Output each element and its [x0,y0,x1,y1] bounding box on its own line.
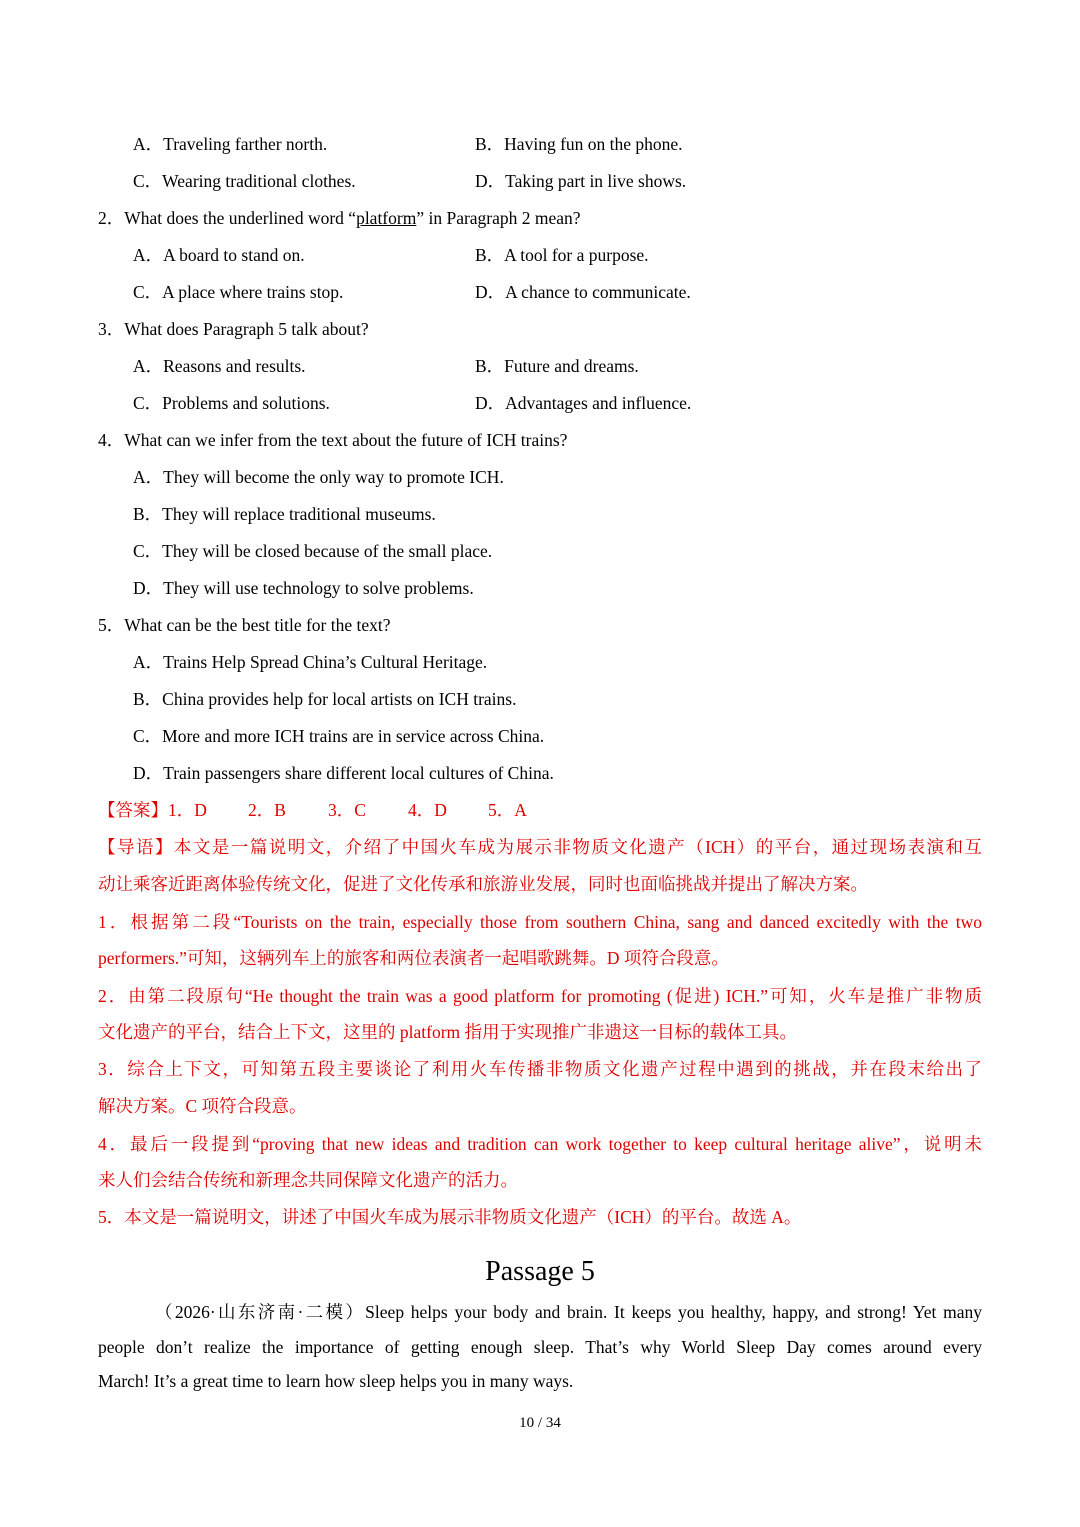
explanation-2-line-2: 文化遗产的平台，结合上下文，这里的 platform 指用于实现推广非遗这一目标的载体工具。 [98,1022,798,1042]
explanation-1-line-1: 1．根据第二段“Tourists on the train, especially those from southern China, sang and danced excitedly with the two [98,912,982,932]
intro-line-1: 【导语】本文是一篇说明文，介绍了中国火车成为展示非物质文化遗产（ICH）的平台，通过现场表演和互 [98,837,982,857]
underlined-word: platform [356,208,417,228]
explanation-2-line-1: 2．由第二段原句“He thought the train was a good platform for promoting (促进) ICH.”可知，火车是推广非物质 [98,986,982,1006]
q1-option-c: C．Wearing traditional clothes. [133,171,356,191]
q2-option-d: D．A chance to communicate. [475,282,691,302]
explanation-1-line-2: performers.”可知，这辆列车上的旅客和两位表演者一起唱歌跳舞。D 项符合段意。 [98,948,729,968]
q3-option-c: C．Problems and solutions. [133,393,330,413]
passage-line-3: March! It’s a great time to learn how sleep helps you in many ways. [98,1371,574,1391]
explanation-4-line-2: 来人们会结合传统和新理念共同保障文化遗产的活力。 [98,1170,518,1190]
answer-line [98,799,527,821]
answer-5: 5．A [488,800,527,820]
explanation-3-line-2: 解决方案。C 项符合段意。 [98,1096,307,1116]
answer-4: 4．D [408,800,447,820]
q5-option-a: A．Trains Help Spread China’s Cultural Heritage. [133,652,488,672]
q3-option-b: B．Future and dreams. [475,356,639,376]
passage-line-2: people don’t realize the importance of getting enough sleep. That’s why World Sleep Day comes around every [98,1337,982,1357]
explanation-3-line-1: 3．综合上下文，可知第五段主要谈论了利用火车传播非物质文化遗产过程中遇到的挑战，并在段末给出了 [98,1059,982,1079]
q3-option-d: D．Advantages and influence. [475,393,692,413]
q1-option-a: A．Traveling farther north. [133,134,328,154]
q2-stem: 2．What does the underlined word “platform” in Paragraph 2 mean? [98,208,581,228]
answer-3: 3．C [328,800,366,820]
intro-line-2: 动让乘客近距离体验传统文化，促进了文化传承和旅游业发展，同时也面临挑战并提出了解决方案。 [98,874,868,894]
q4-option-d: D．They will use technology to solve problems. [133,578,474,598]
answer-label: 【答案】 [98,800,168,820]
passage-title: Passage 5 [485,1256,595,1287]
q2-option-c: C．A place where trains stop. [133,282,344,302]
q2-option-b: B．A tool for a purpose. [475,245,649,265]
q5-option-b: B．China provides help for local artists on ICH trains. [133,689,517,709]
q4-option-a: A．They will become the only way to promote ICH. [133,467,504,487]
q2-option-a: A．A board to stand on. [133,245,305,265]
q5-option-c: C．More and more ICH trains are in service across China. [133,726,545,746]
q5-stem: 5．What can be the best title for the text? [98,615,391,635]
page-number: 10 / 34 [519,1415,561,1431]
explanation-5: 5．本文是一篇说明文，讲述了中国火车成为展示非物质文化遗产（ICH）的平台。故选 A。 [98,1207,802,1227]
answer-1: 1．D [168,800,207,820]
q1-option-d: D．Taking part in live shows. [475,171,687,191]
explanation-4-line-1: 4．最后一段提到“proving that new ideas and tradition can work together to keep cultural heritage alive”，说明未 [98,1134,982,1154]
q3-stem: 3．What does Paragraph 5 talk about? [98,319,369,339]
q4-option-b: B．They will replace traditional museums. [133,504,436,524]
q4-stem: 4．What can we infer from the text about the future of ICH trains? [98,430,568,450]
q4-option-c: C．They will be closed because of the small place. [133,541,493,561]
q3-option-a: A．Reasons and results. [133,356,306,376]
q5-option-d: D．Train passengers share different local cultures of China. [133,763,554,783]
passage-line-1: （2026·山东济南·二模）Sleep helps your body and brain. It keeps you healthy, happy, and strong! Yet many [155,1302,982,1322]
answer-2: 2．B [248,800,286,820]
q1-option-b: B．Having fun on the phone. [475,134,683,154]
